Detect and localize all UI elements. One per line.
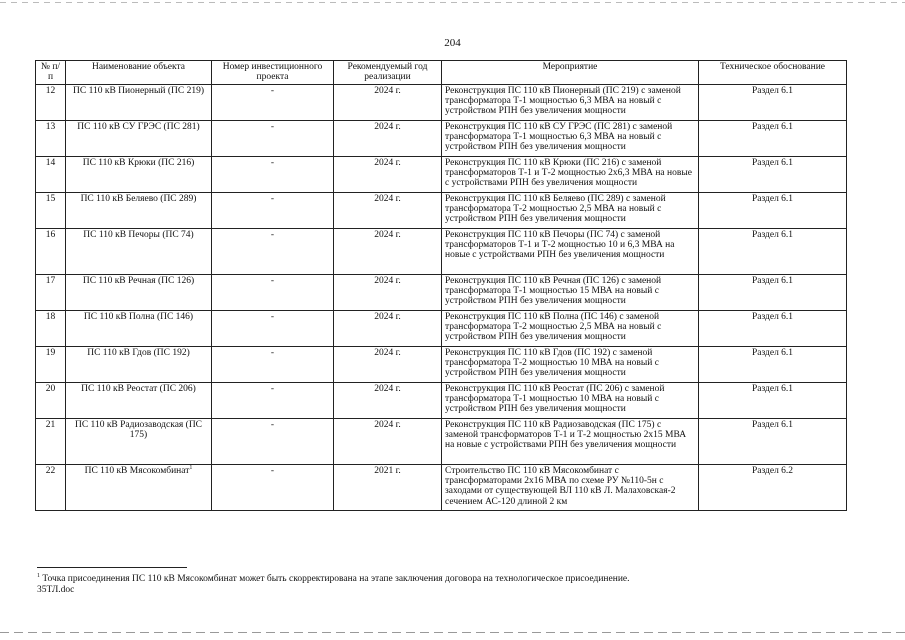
row-basis bbox=[699, 193, 847, 229]
row-year-text: 2021 г. bbox=[374, 466, 401, 476]
row-measure bbox=[442, 121, 699, 157]
row-measure-text: Реконструкция ПС 110 кВ Реостат (ПС 206) с заменой трансформатора Т-1 мощностью 10 МВА на новый с устройством РПН без увеличения мощности bbox=[445, 384, 665, 415]
row-basis-text: Раздел 6.1 bbox=[751, 194, 794, 204]
row-basis-text: Раздел 6.1 bbox=[751, 384, 794, 394]
row-num bbox=[36, 311, 66, 347]
row-num bbox=[36, 229, 66, 275]
header-name: Наименование объекта bbox=[66, 61, 212, 85]
row-measure bbox=[442, 85, 699, 121]
row-measure bbox=[442, 275, 699, 311]
row-measure bbox=[442, 193, 699, 229]
row-project-number bbox=[212, 157, 334, 193]
row-year bbox=[334, 121, 442, 157]
row-object-name-text: ПС 110 кВ Беляево (ПС 289) bbox=[80, 194, 197, 204]
row-num-text: 22 bbox=[45, 466, 56, 476]
row-year-text: 2024 г. bbox=[374, 384, 401, 394]
row-measure-text: Строительство ПС 110 кВ Мясокомбинат с трансформаторами 2х16 МВА по схеме РУ №110-5н с заходами от существующей ВЛ 110 кВ Л. Малаховская-2 сечением АС-120 длиной 2 км bbox=[445, 466, 676, 507]
row-measure-text: Реконструкция ПС 110 кВ Беляево (ПС 289) с заменой трансформатора Т-2 мощностью 2,5 МВА на новый с устройством РПН без увеличения мощности bbox=[445, 194, 666, 225]
row-num-text: 21 bbox=[45, 420, 56, 430]
row-num-text: 12 bbox=[45, 86, 56, 96]
document-filename: 35ТЛ.doc bbox=[37, 585, 75, 595]
row-project-number bbox=[212, 383, 334, 419]
row-object-name bbox=[66, 85, 212, 121]
table-row bbox=[36, 193, 847, 229]
table-row bbox=[36, 419, 847, 465]
row-measure-text: Реконструкция ПС 110 кВ Радиозаводская (ПС 175) с заменой трансформаторов Т-1 и Т-2 мощностью 2х15 МВА на новые с устройствами РПН без увеличения мощности bbox=[445, 420, 687, 451]
row-basis bbox=[699, 85, 847, 121]
row-project-number-text: - bbox=[270, 276, 275, 286]
row-project-number-text: - bbox=[270, 384, 275, 394]
row-year-text: 2024 г. bbox=[374, 312, 401, 322]
row-num bbox=[36, 383, 66, 419]
row-project-number bbox=[212, 275, 334, 311]
row-num-text: 18 bbox=[45, 312, 56, 322]
row-object-name-text: ПС 110 кВ Мясокомбинат bbox=[84, 466, 190, 476]
row-measure-text: Реконструкция ПС 110 кВ Речная (ПС 126) с заменой трансформатора Т-1 мощностью 15 МВА на новый с устройством РПН без увеличения мощности bbox=[445, 276, 662, 307]
table-row bbox=[36, 275, 847, 311]
row-measure bbox=[442, 157, 699, 193]
row-basis-text: Раздел 6.1 bbox=[751, 312, 794, 322]
table-row bbox=[36, 121, 847, 157]
row-measure-text: Реконструкция ПС 110 кВ СУ ГРЭС (ПС 281) с заменой трансформатора Т-1 мощностью 6,3 МВА на новый с устройством РПН без увеличения мощности bbox=[445, 122, 673, 153]
row-basis-text: Раздел 6.1 bbox=[751, 86, 794, 96]
row-year bbox=[334, 311, 442, 347]
row-num bbox=[36, 85, 66, 121]
row-object-name-text: ПС 110 кВ Речная (ПС 126) bbox=[82, 276, 195, 286]
row-object-name bbox=[66, 311, 212, 347]
header-basis: Техническое обоснование bbox=[699, 61, 847, 85]
row-year-text: 2024 г. bbox=[374, 194, 401, 204]
row-project-number-text: - bbox=[270, 122, 275, 132]
row-basis bbox=[699, 383, 847, 419]
row-basis-text: Раздел 6.1 bbox=[751, 348, 794, 358]
row-project-number-text: - bbox=[270, 466, 275, 476]
row-object-name bbox=[66, 157, 212, 193]
row-project-number bbox=[212, 121, 334, 157]
row-measure bbox=[442, 311, 699, 347]
row-project-number bbox=[212, 85, 334, 121]
row-year bbox=[334, 465, 442, 511]
table-row bbox=[36, 85, 847, 121]
row-object-name bbox=[66, 465, 212, 511]
row-num-text: 13 bbox=[45, 122, 56, 132]
scan-edge-top bbox=[0, 2, 905, 3]
row-basis bbox=[699, 275, 847, 311]
row-object-name bbox=[66, 229, 212, 275]
row-object-name bbox=[66, 347, 212, 383]
row-measure bbox=[442, 419, 699, 465]
row-num-text: 14 bbox=[45, 158, 56, 168]
row-num bbox=[36, 275, 66, 311]
row-object-name-text: ПС 110 кВ Радиозаводская (ПС 175) bbox=[74, 420, 203, 441]
row-measure bbox=[442, 465, 699, 511]
row-basis bbox=[699, 419, 847, 465]
row-measure-text: Реконструкция ПС 110 кВ Крюки (ПС 216) с заменой трансформаторов Т-1 и Т-2 мощностью 2х6,3 МВА на новые с устройствами РПН без увеличения мощности bbox=[445, 158, 692, 189]
row-year bbox=[334, 157, 442, 193]
row-year-text: 2024 г. bbox=[374, 420, 401, 430]
row-basis bbox=[699, 157, 847, 193]
projects-table bbox=[35, 60, 847, 511]
row-project-number-text: - bbox=[270, 194, 275, 204]
row-year bbox=[334, 383, 442, 419]
table-body bbox=[36, 85, 847, 511]
row-basis bbox=[699, 311, 847, 347]
table-row bbox=[36, 347, 847, 383]
row-num-text: 16 bbox=[45, 230, 56, 240]
row-object-name-text: ПС 110 кВ Крюки (ПС 216) bbox=[82, 158, 195, 168]
footnote-marker: 1 bbox=[37, 572, 40, 579]
row-num bbox=[36, 347, 66, 383]
row-num-text: 17 bbox=[45, 276, 56, 286]
row-object-name bbox=[66, 121, 212, 157]
row-object-name-text: ПС 110 кВ Пионерный (ПС 219) bbox=[73, 86, 204, 96]
row-basis bbox=[699, 465, 847, 511]
row-project-number-text: - bbox=[270, 158, 275, 168]
row-num bbox=[36, 157, 66, 193]
row-basis bbox=[699, 229, 847, 275]
page-number: 204 bbox=[444, 37, 461, 49]
row-basis bbox=[699, 347, 847, 383]
header-measure: Мероприятие bbox=[442, 61, 699, 85]
row-year-text: 2024 г. bbox=[374, 230, 401, 240]
row-project-number-text: - bbox=[270, 312, 275, 322]
row-basis-text: Раздел 6.1 bbox=[751, 122, 794, 132]
row-project-number bbox=[212, 229, 334, 275]
footnote bbox=[37, 574, 630, 585]
row-year-text: 2024 г. bbox=[374, 122, 401, 132]
row-project-number-text: - bbox=[270, 348, 275, 358]
row-object-name-text: ПС 110 кВ СУ ГРЭС (ПС 281) bbox=[77, 122, 200, 132]
row-basis-text: Раздел 6.2 bbox=[751, 466, 794, 476]
row-measure bbox=[442, 347, 699, 383]
row-num bbox=[36, 193, 66, 229]
row-year bbox=[334, 275, 442, 311]
row-num bbox=[36, 465, 66, 511]
row-num-text: 20 bbox=[45, 384, 56, 394]
row-num bbox=[36, 121, 66, 157]
footnote-reference: 1 bbox=[189, 464, 193, 471]
row-project-number-text: - bbox=[270, 86, 275, 96]
row-measure-text: Реконструкция ПС 110 кВ Пионерный (ПС 219) с заменой трансформатора Т-1 мощностью 6,3 МВА на новый с устройством РПН без увеличения мощности bbox=[445, 86, 681, 117]
row-year bbox=[334, 85, 442, 121]
row-measure bbox=[442, 229, 699, 275]
table-row bbox=[36, 383, 847, 419]
header-project: Номер инвестиционного проекта bbox=[212, 61, 334, 85]
row-measure-text: Реконструкция ПС 110 кВ Полна (ПС 146) с заменой трансформатора Т-2 мощностью 2,5 МВА на новый с устройством РПН без увеличения мощности bbox=[445, 312, 662, 343]
row-object-name bbox=[66, 193, 212, 229]
row-num-text: 15 bbox=[45, 194, 56, 204]
row-project-number bbox=[212, 347, 334, 383]
row-year-text: 2024 г. bbox=[374, 348, 401, 358]
row-year-text: 2024 г. bbox=[374, 86, 401, 96]
row-measure-text: Реконструкция ПС 110 кВ Гдов (ПС 192) с заменой трансформатора Т-2 мощностью 10 МВА на новый с устройством РПН без увеличения мощности bbox=[445, 348, 659, 379]
row-project-number bbox=[212, 193, 334, 229]
row-year-text: 2024 г. bbox=[374, 158, 401, 168]
row-measure bbox=[442, 383, 699, 419]
row-measure-text: Реконструкция ПС 110 кВ Печоры (ПС 74) с заменой трансформаторов Т-1 и Т-2 мощностью 10 и 6,3 МВА на новые с устройствами РПН без увеличения мощности bbox=[445, 230, 675, 261]
row-object-name bbox=[66, 383, 212, 419]
header-year: Рекомендуемый год реализации bbox=[334, 61, 442, 85]
row-year bbox=[334, 419, 442, 465]
row-basis-text: Раздел 6.1 bbox=[751, 158, 794, 168]
row-year bbox=[334, 229, 442, 275]
row-object-name-text: ПС 110 кВ Печоры (ПС 74) bbox=[83, 230, 194, 240]
row-num bbox=[36, 419, 66, 465]
row-project-number bbox=[212, 311, 334, 347]
row-object-name bbox=[66, 419, 212, 465]
row-basis-text: Раздел 6.1 bbox=[751, 420, 794, 430]
table-row bbox=[36, 229, 847, 275]
header-num: № п/п bbox=[36, 61, 66, 85]
row-num-text: 19 bbox=[45, 348, 56, 358]
table-row bbox=[36, 157, 847, 193]
footnote-text: Точка присоединения ПС 110 кВ Мясокомбинат может быть скорректирована на этапе заключения договора на технологическое присоединение. bbox=[40, 574, 630, 584]
table-row bbox=[36, 465, 847, 511]
row-year-text: 2024 г. bbox=[374, 276, 401, 286]
row-object-name bbox=[66, 275, 212, 311]
row-object-name-text: ПС 110 кВ Реостат (ПС 206) bbox=[81, 384, 196, 394]
scan-edge-bottom bbox=[0, 632, 905, 633]
row-project-number bbox=[212, 465, 334, 511]
row-basis-text: Раздел 6.1 bbox=[751, 230, 794, 240]
table-row bbox=[36, 311, 847, 347]
row-year bbox=[334, 347, 442, 383]
row-basis-text: Раздел 6.1 bbox=[751, 276, 794, 286]
row-object-name-text: ПС 110 кВ Полна (ПС 146) bbox=[83, 312, 194, 322]
row-project-number-text: - bbox=[270, 230, 275, 240]
row-basis bbox=[699, 121, 847, 157]
footnote-divider bbox=[37, 567, 187, 568]
row-project-number bbox=[212, 419, 334, 465]
row-year bbox=[334, 193, 442, 229]
row-object-name-text: ПС 110 кВ Гдов (ПС 192) bbox=[87, 348, 190, 358]
table-header-row bbox=[36, 61, 847, 85]
row-project-number-text: - bbox=[270, 420, 275, 430]
